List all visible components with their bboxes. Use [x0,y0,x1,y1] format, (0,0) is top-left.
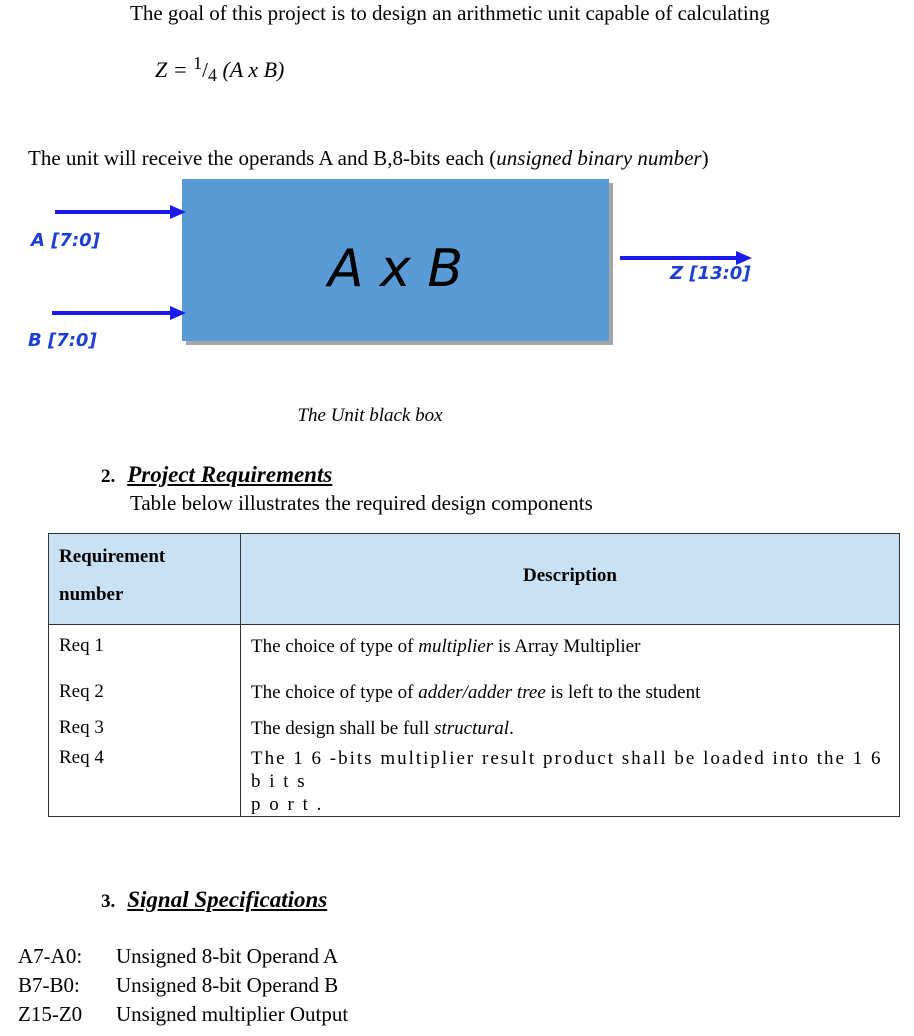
signal-name: A7-A0: [18,944,83,968]
desc-text: The choice of type of [251,636,419,657]
header-req-line2: number [59,584,124,605]
signals-title: Signal Specifications [127,887,328,912]
desc-text: The 1 6 -bits multiplier result product shall be loaded into the 1 6 b i t s [251,748,883,792]
signals-number: 3. [101,891,116,912]
desc-text-end: p o r t . [251,794,324,815]
desc-emphasis: structural [434,718,510,739]
signals-heading [101,887,327,913]
formula-expression: (A x B) [222,57,285,82]
req-description [241,713,900,747]
operand-suffix: ) [701,146,709,170]
formula-slash: / [202,58,208,82]
requirements-heading [101,462,332,488]
signal-row [18,971,348,1000]
desc-text: The choice of type of [251,682,419,703]
operand-emphasis: unsigned binary number [496,146,702,170]
signal-description: Unsigned 8-bit Operand A [116,944,339,968]
table-row [49,747,900,817]
req-id: Req 4 [49,747,241,817]
diagram-caption: The Unit black box [297,405,443,426]
signal-name: B7-B0: [18,973,80,997]
table-header-row [49,534,900,625]
signal-description: Unsigned 8-bit Operand B [116,973,339,997]
table-row [49,675,900,713]
desc-emphasis: adder/adder tree [418,682,546,703]
requirements-number: 2. [101,466,116,487]
formula-fraction [193,53,217,85]
formula-numerator: 1 [193,53,203,73]
header-req-line1: Requirement [59,546,166,567]
arrow-a [55,205,186,219]
desc-text-end: is Array Multiplier [493,636,641,657]
signal-list [18,942,348,1029]
req-description [241,675,900,713]
header-description: Description [241,534,900,625]
header-requirement-number [49,534,241,625]
table-row [49,713,900,747]
operand-prefix: The unit will receive the operands A and B,8-bits each ( [28,146,497,170]
arrow-b [52,306,186,320]
operand-description [28,146,709,171]
desc-text-end: . [509,718,514,739]
signal-description: Unsigned multiplier Output [116,1002,349,1026]
requirements-table [48,533,900,817]
req-id: Req 2 [49,675,241,713]
requirements-title: Project Requirements [127,462,333,487]
signal-name: Z15-Z0 [18,1002,83,1026]
formula-denominator: 4 [207,65,217,85]
desc-text-end: is left to the student [545,682,701,703]
formula [155,53,284,86]
table-row [49,625,900,676]
output-z-label: Z [13:0] [670,263,751,284]
desc-text: The design shall be full [251,718,435,739]
signal-row [18,942,348,971]
signal-row [18,1000,348,1029]
box-label: A x B [327,239,464,299]
formula-lhs: Z = [155,57,188,82]
req-id: Req 3 [49,713,241,747]
req-description [241,747,900,817]
req-id: Req 1 [49,625,241,676]
desc-emphasis: multiplier [418,636,494,657]
input-a-label: A [7:0] [31,230,100,251]
req-description [241,625,900,676]
requirements-subtitle: Table below illustrates the required design components [130,491,593,515]
intro-text: The goal of this project is to design an arithmetic unit capable of calculating [130,1,770,25]
input-b-label: B [7:0] [28,330,97,351]
